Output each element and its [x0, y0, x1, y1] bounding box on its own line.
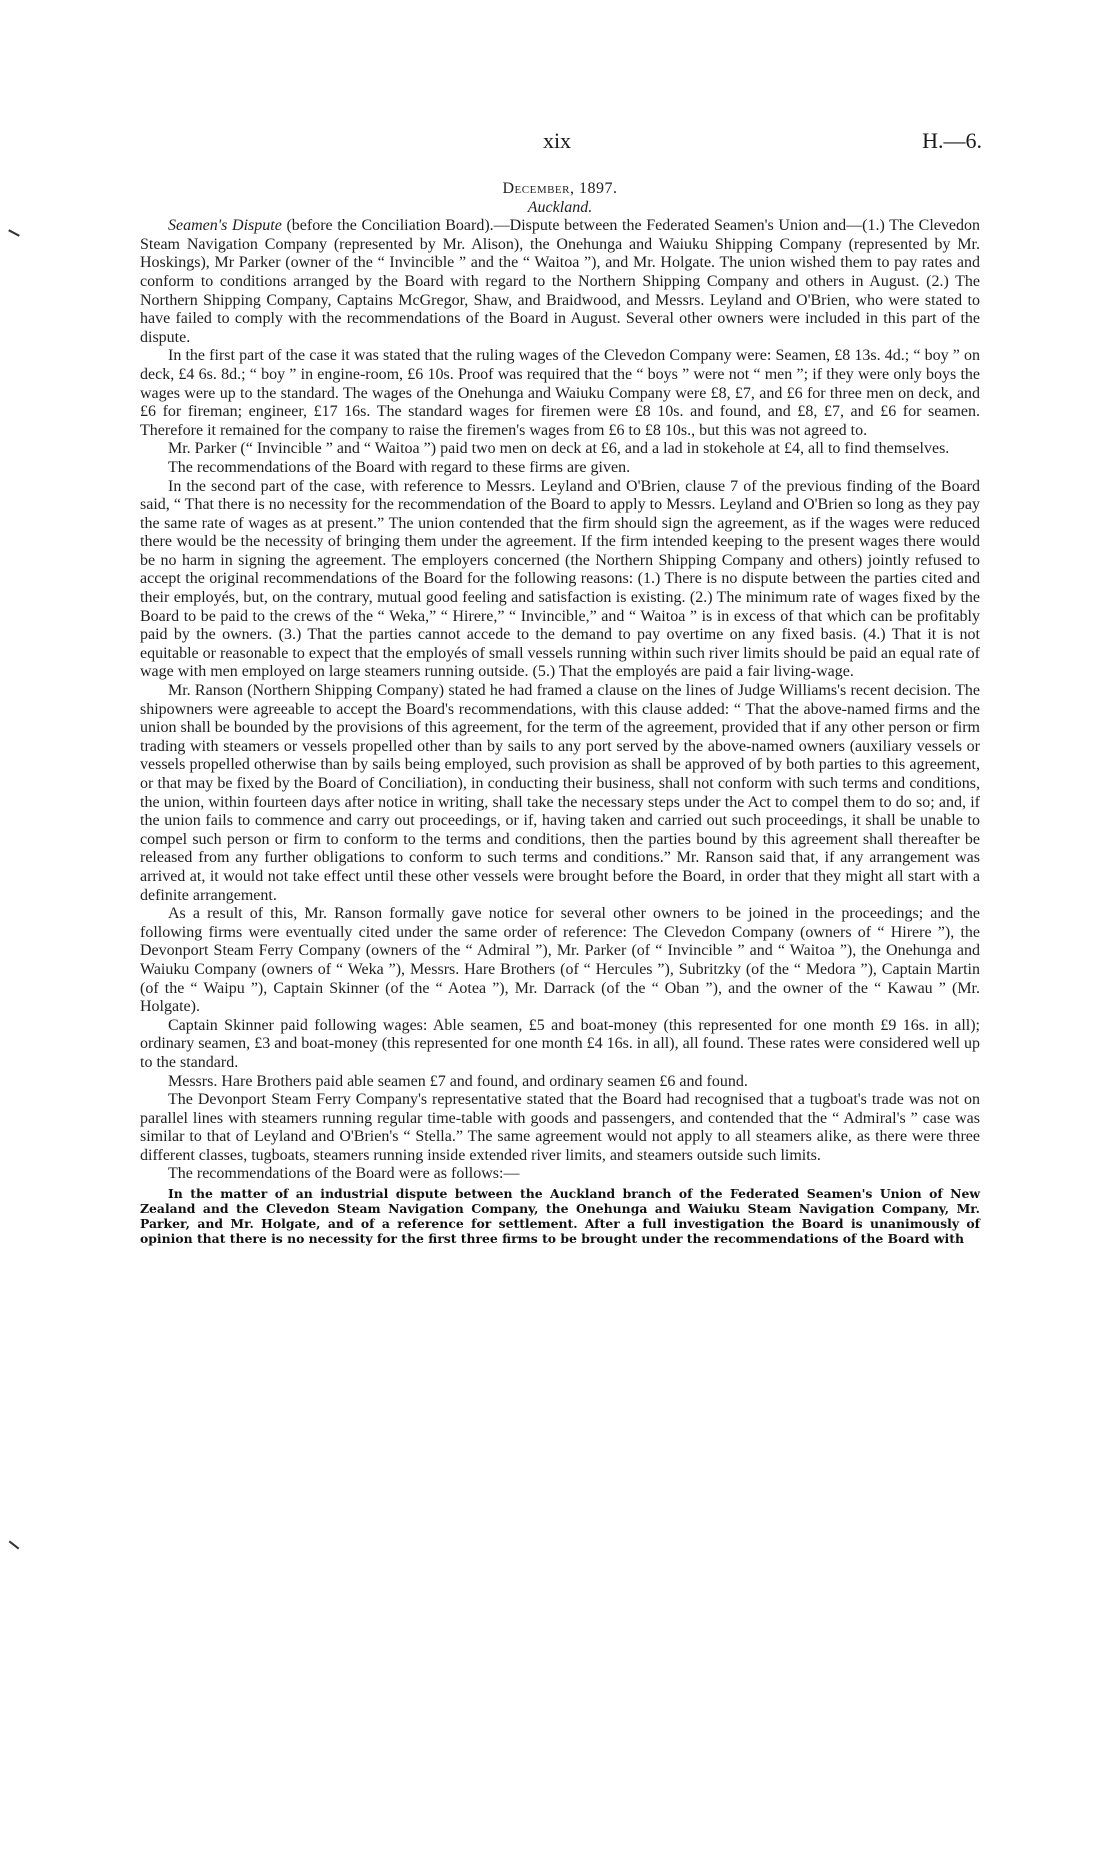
date-heading: December, 1897. — [502, 180, 618, 197]
paragraph-1 — [140, 217, 980, 347]
document-body — [140, 180, 980, 1246]
place-heading: Auckland. — [527, 198, 593, 216]
paragraph-10: The Devonport Steam Ferry Company's representative stated that the Board had recognised that a tugboat's trade was not on parallel lines with steamers running regular time-table with goods and passengers, and contended that the “ Admiral's ” case was similar to that of Leyland and O'Brien's “ Stella.” The same agreement would not apply to all steamers alike, as there were three different classes, tugboats, steamers running inside extended river limits, and steamers outside such limits. — [140, 1091, 980, 1164]
recommendation-small-print: In the matter of an industrial dispute between the Auckland branch of the Federated Seamen's Union of New Zealand and the Clevedon Steam Navigation Company, the Onehunga and Waiuku Steam Navigation Company, Mr. Parker, and Mr. Holgate, and of a reference for settlement. After a full investigation the Board is unanimously of opinion that there is no necessity for the first three firms to be brought under the recommendations of the Board with — [140, 1186, 980, 1247]
document-reference: H.—6. — [922, 128, 982, 153]
paragraph-9: Messrs. Hare Brothers paid able seamen £7 and found, and ordinary seamen £6 and found. — [168, 1072, 748, 1090]
paragraph-6: Mr. Ranson (Northern Shipping Company) stated he had framed a clause on the lines of Judge Williams's recent decision. The shipowners were agreeable to accept the Board's recommendations, with this clause added: “ That the above-named firms and the union shall be bounded by the provisions of this agreement, for the term of the agreement, provided that if any other person or firm trading with steamers or vessels propelled other than by sails to any port served by the above-named owners (auxiliary vessels or vessels propelled otherwise than by sails being employed, such provision as shall be approved of by both parties to this agreement, or that may be fixed by the Board of Conciliation), in conducting their business, shall not conform with such terms and conditions, the union, within fourteen days after notice in writing, shall take the necessary steps under the Act to compel them to do so; and, if the union fails to commence and carry out proceedings, or if, having taken and carried out such proceedings, it shall be unable to compel such person or firm to conform to the terms and conditions, then the parties bound by this agreement shall thereafter be released from any further obligations to conform to such terms and conditions.” Mr. Ranson said that, if any arrangement was arrived at, it would not take effect until these other vessels were brought before the Board, in order that they might all start with a definite arrangement. — [140, 682, 980, 904]
paragraph-8: Captain Skinner paid following wages: Able seamen, £5 and boat-money (this represented for one month £9 16s. in all); ordinary seamen, £3 and boat-money (this represented for one month £4 16s. in all), all found. These rates were considered well up to the standard. — [140, 1016, 980, 1071]
paragraph-3: Mr. Parker (“ Invincible ” and “ Waitoa ”) paid two men on deck at £6, and a lad in stokehole at £4, all to find themselves. — [168, 440, 950, 458]
paragraph-text: (before the Conciliation Board).—Dispute between the Federated Seamen's Union and—(1.) The Clevedon Steam Navigation Company (represented by Mr. Alison), the Onehunga and Waiuku Shipping Company (represented by Mr. Hoskings), Mr Parker (owner of the “ Invincible ” and the “ Waitoa ”), and Mr. Holgate. The union wished them to pay rates and conform to conditions arranged by the Board with regard to the Northern Shipping Company and others in August. (2.) The Northern Shipping Company, Captains McGregor, Shaw, and Braidwood, and Messrs. Leyland and O'Brien, who were stated to have failed to comply with the recommendations of the Board in August. Several other owners were included in this part of the dispute. — [140, 217, 980, 346]
paragraph-4: The recommendations of the Board with regard to these firms are given. — [168, 458, 631, 476]
margin-mark — [9, 1541, 20, 1550]
page-number: xix — [542, 128, 572, 153]
paragraph-7: As a result of this, Mr. Ranson formally gave notice for several other owners to be joined in the proceedings; and the following firms were eventually cited under the same order of reference: The Clevedon Company (owners of “ Hirere ”), the Devonport Steam Ferry Company (owners of the “ Admiral ”), Mr. Parker (of “ Invincible ” and “ Waitoa ”), the Onehunga and Waiuku Company (owners of “ Weka ”), Messrs. Hare Brothers (of “ Hercules ”), Subritzky (of the “ Medora ”), Captain Martin (of the “ Waipu ”), Captain Skinner (of the “ Aotea ”), Mr. Darrack (of the “ Oban ”), and the owner of the “ Kawau ” (Mr. Holgate). — [140, 905, 980, 1016]
paragraph-5: In the second part of the case, with reference to Messrs. Leyland and O'Brien, clause 7 of the previous finding of the Board said, “ That there is no necessity for the recommendation of the Board to apply to Messrs. Leyland and O'Brien so long as they pay the same rate of wages as at present.” The union contended that the firm should sign the agreement, as if the wages were reduced there would be the necessity of bringing them under the agreement. If the firm intended keeping to the present wages there would be no harm in signing the agreement. The employers concerned (the Northern Shipping Company and others) jointly refused to accept the original recommendations of the Board for the following reasons: (1.) There is no dispute between the parties cited and their employés, but, on the contrary, mutual good feeling and satisfaction is existing. (2.) The minimum rate of wages fixed by the Board to be paid to the crews of the “ Weka,” “ Hirere,” “ Invincible,” and “ Waitoa ” is in excess of that which can be profitably paid by the owners. (3.) That the parties cannot accede to the demand to pay overtime on any fixed basis. (4.) That it is not equitable or reasonable to expect that the employés of small vessels running within such river limits should be paid an equal rate of wage with men employed on large steamers running outside. (5.) That the employés are paid a fair living-wage. — [140, 477, 980, 681]
dispute-title: Seamen's Dispute — [168, 217, 282, 235]
margin-mark — [8, 229, 20, 236]
paragraph-2: In the first part of the case it was stated that the ruling wages of the Clevedon Company were: Seamen, £8 13s. 4d.; “ boy ” on deck, £4 6s. 8d.; “ boy ” in engine-room, £6 10s. Proof was required that the “ boys ” were not “ men ”; if they were only boys the wages were up to the standard. The wages of the Onehunga and Waiuku Company were £8, £7, and £6 for three men on deck, and £6 for fireman; engineer, £17 16s. The standard wages for firemen were £8 10s. and found, and £8, £7, and £6 for seamen. Therefore it remained for the company to raise the firemen's wages from £6 to £8 10s., but this was not agreed to. — [140, 347, 980, 439]
paragraph-11: The recommendations of the Board were as follows:— — [168, 1165, 520, 1183]
